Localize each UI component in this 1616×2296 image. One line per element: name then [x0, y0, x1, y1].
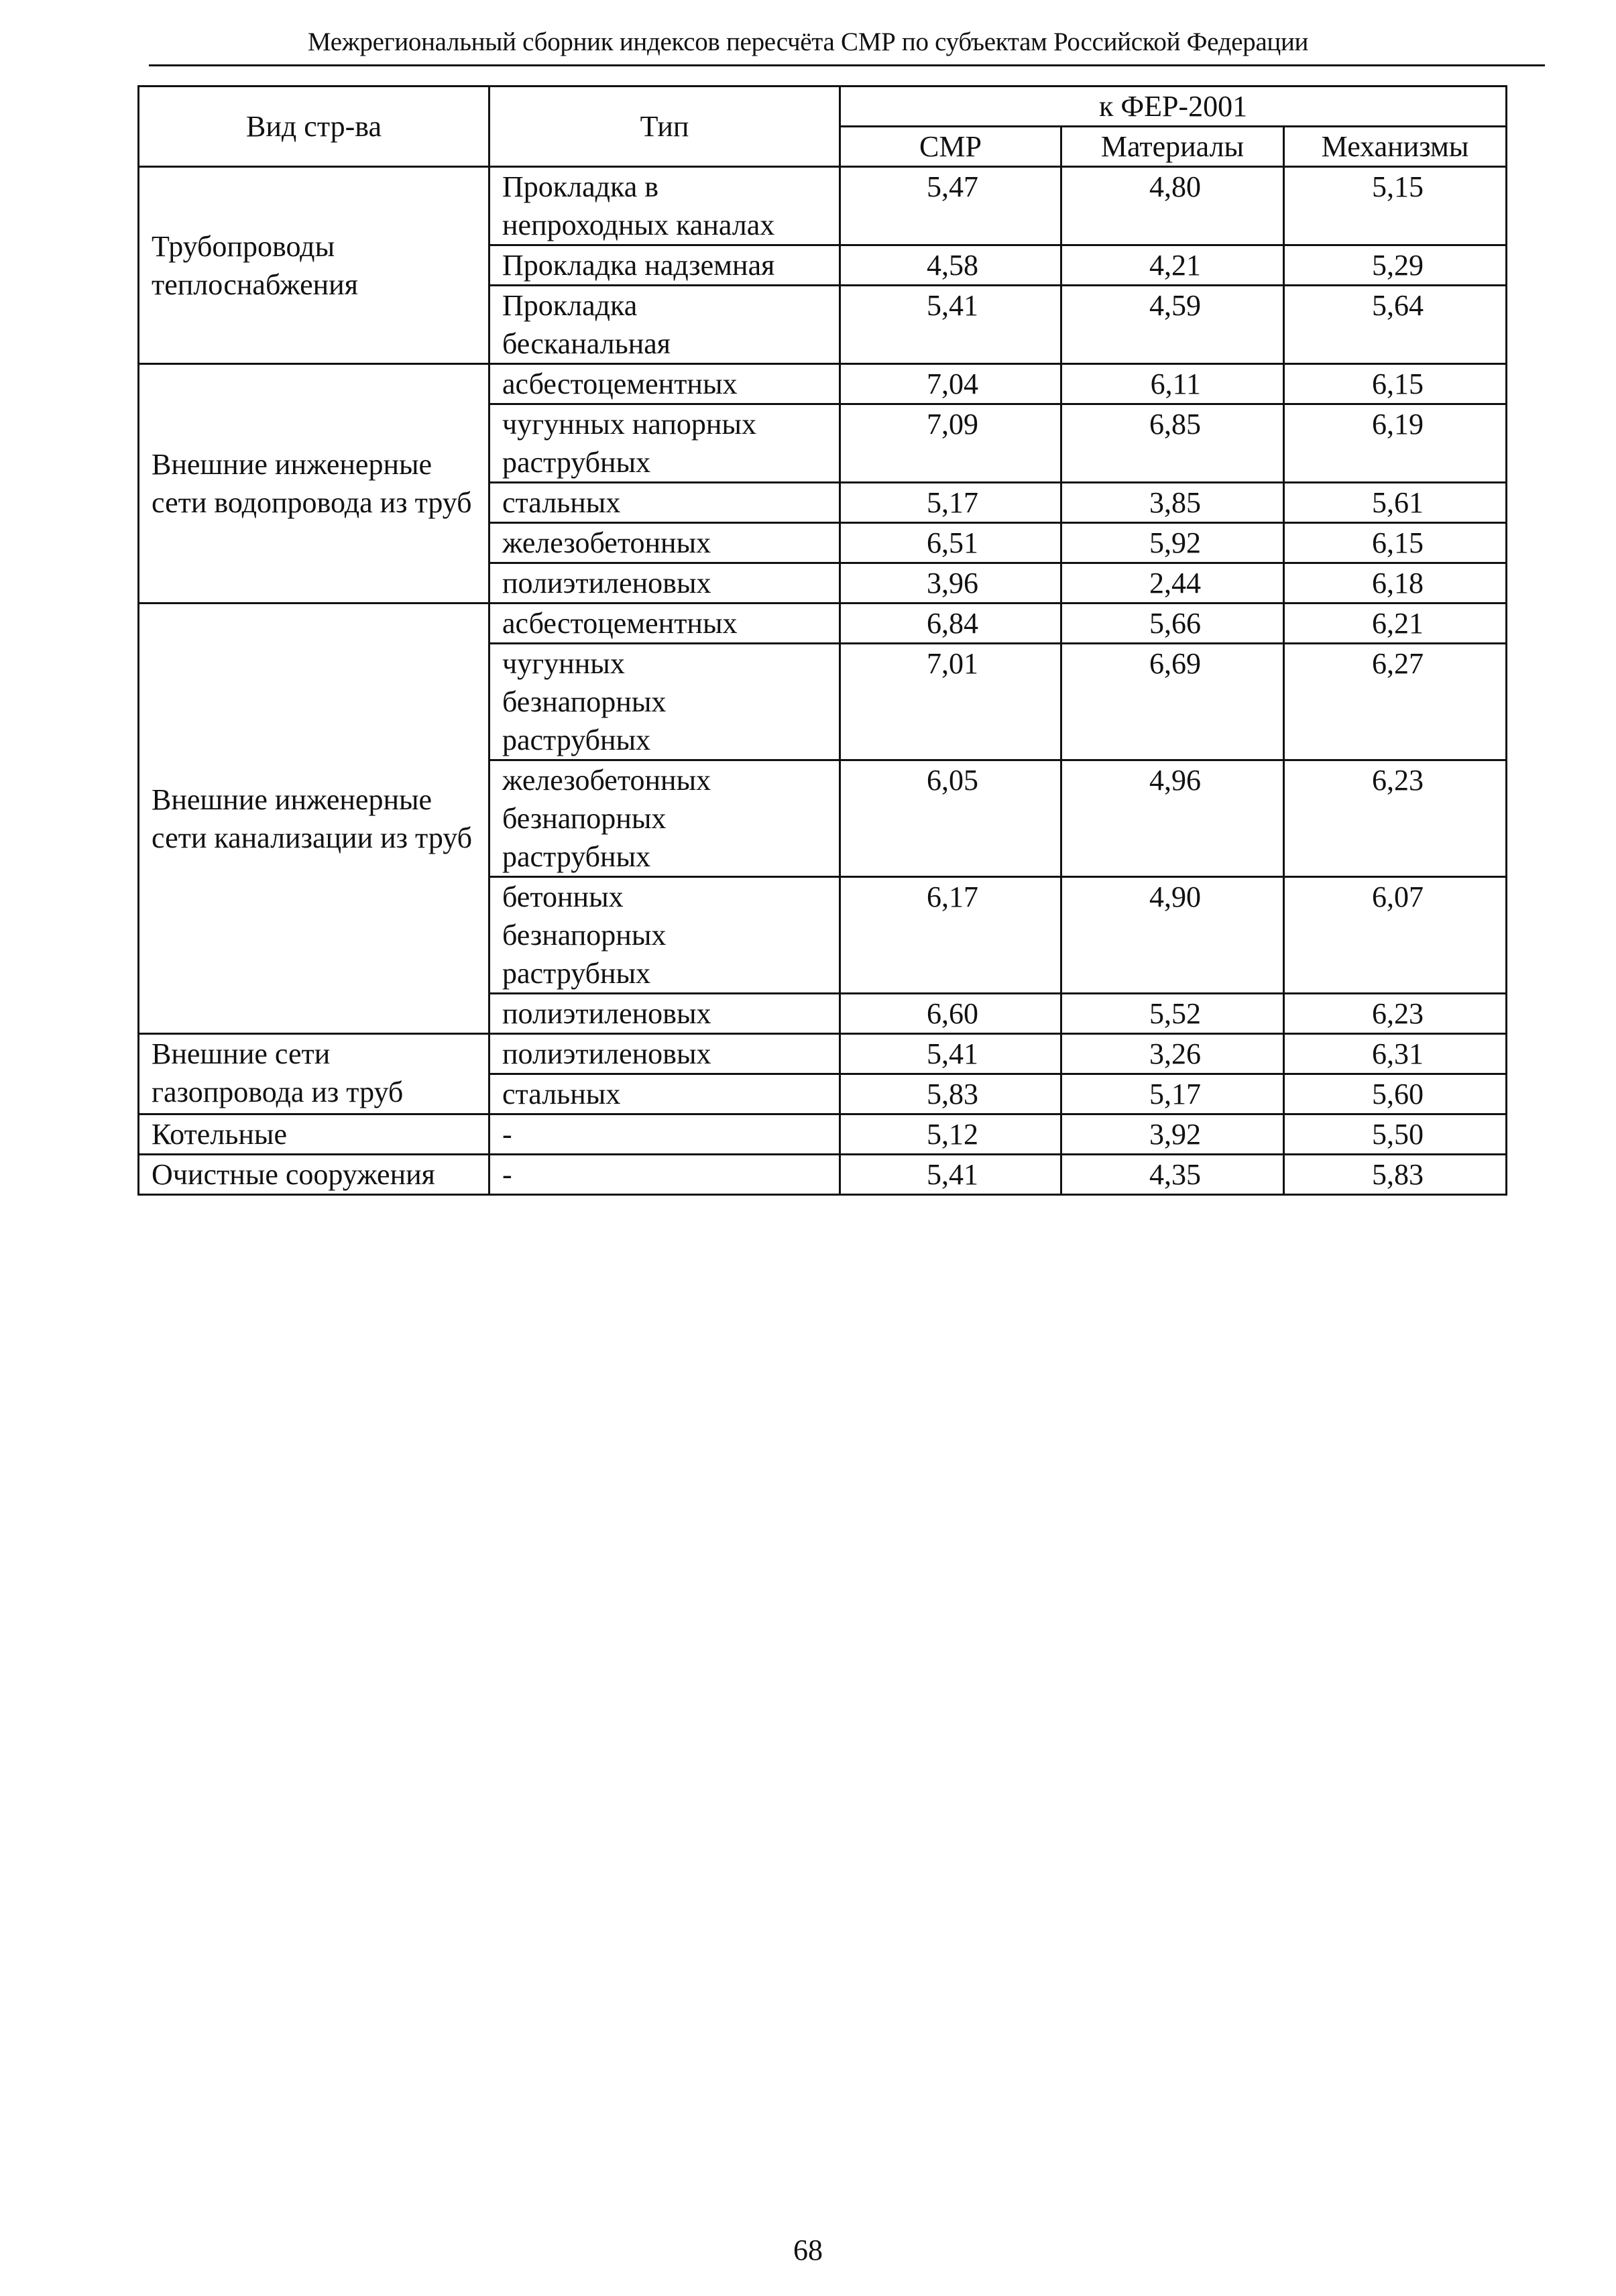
table-row [139, 167, 1507, 245]
category-cell: Котельные [139, 1114, 489, 1155]
mechanisms-cell: 6,23 [1284, 994, 1507, 1034]
materials-cell: 5,52 [1061, 994, 1284, 1034]
smr-cell: 5,47 [840, 167, 1061, 245]
mechanisms-cell: 6,15 [1284, 523, 1507, 563]
mechanisms-cell: 5,50 [1284, 1114, 1507, 1155]
smr-cell: 6,60 [840, 994, 1061, 1034]
type-cell: полиэтиленовых [489, 563, 840, 604]
mechanisms-cell: 5,15 [1284, 167, 1507, 245]
smr-cell: 5,83 [840, 1074, 1061, 1114]
materials-cell: 4,59 [1061, 286, 1284, 364]
materials-cell: 6,85 [1061, 404, 1284, 483]
materials-cell: 4,21 [1061, 245, 1284, 286]
table-row [139, 604, 1507, 644]
smr-cell: 7,09 [840, 404, 1061, 483]
table-body [139, 167, 1507, 1195]
smr-cell: 7,01 [840, 644, 1061, 760]
index-table [137, 85, 1507, 1196]
column-header-type: Тип [489, 87, 840, 167]
smr-cell: 5,41 [840, 1155, 1061, 1195]
type-cell: асбестоцементных [489, 604, 840, 644]
smr-cell: 5,41 [840, 286, 1061, 364]
materials-cell: 4,90 [1061, 877, 1284, 994]
mechanisms-cell: 6,07 [1284, 877, 1507, 994]
mechanisms-cell: 5,60 [1284, 1074, 1507, 1114]
type-cell: чугунных напорных раструбных [489, 404, 840, 483]
mechanisms-cell: 5,64 [1284, 286, 1507, 364]
type-cell: полиэтиленовых [489, 994, 840, 1034]
column-header-group: к ФЕР-2001 [840, 87, 1507, 127]
mechanisms-cell: 5,83 [1284, 1155, 1507, 1195]
smr-cell: 3,96 [840, 563, 1061, 604]
mechanisms-cell: 6,18 [1284, 563, 1507, 604]
category-cell: Трубопроводы теплоснабжения [139, 167, 489, 364]
materials-cell: 4,35 [1061, 1155, 1284, 1195]
table-header [139, 87, 1507, 167]
mechanisms-cell: 6,23 [1284, 760, 1507, 877]
category-cell: Внешние инженерные сети водопровода из труб [139, 364, 489, 604]
type-cell: Прокладка бесканальная [489, 286, 840, 364]
mechanisms-cell: 5,29 [1284, 245, 1507, 286]
smr-cell: 6,17 [840, 877, 1061, 994]
type-cell: Прокладка надземная [489, 245, 840, 286]
materials-cell: 5,17 [1061, 1074, 1284, 1114]
category-cell: Внешние сети газопровода из труб [139, 1034, 489, 1114]
category-cell: Внешние инженерные сети канализации из труб [139, 604, 489, 1034]
materials-cell: 4,96 [1061, 760, 1284, 877]
type-cell: полиэтиленовых [489, 1034, 840, 1074]
column-header-mechanisms: Механизмы [1284, 127, 1507, 167]
materials-cell: 5,92 [1061, 523, 1284, 563]
materials-cell: 3,85 [1061, 483, 1284, 523]
materials-cell: 3,26 [1061, 1034, 1284, 1074]
smr-cell: 6,84 [840, 604, 1061, 644]
table-row [139, 364, 1507, 404]
page-number: 68 [793, 2234, 823, 2266]
column-header-kind: Вид стр-ва [139, 87, 489, 167]
materials-cell: 2,44 [1061, 563, 1284, 604]
materials-cell: 6,69 [1061, 644, 1284, 760]
smr-cell: 5,41 [840, 1034, 1061, 1074]
mechanisms-cell: 6,27 [1284, 644, 1507, 760]
materials-cell: 3,92 [1061, 1114, 1284, 1155]
mechanisms-cell: 5,61 [1284, 483, 1507, 523]
smr-cell: 4,58 [840, 245, 1061, 286]
smr-cell: 5,17 [840, 483, 1061, 523]
materials-cell: 5,66 [1061, 604, 1284, 644]
mechanisms-cell: 6,31 [1284, 1034, 1507, 1074]
table-row [139, 1155, 1507, 1195]
mechanisms-cell: 6,21 [1284, 604, 1507, 644]
type-cell: - [489, 1114, 840, 1155]
materials-cell: 4,80 [1061, 167, 1284, 245]
smr-cell: 7,04 [840, 364, 1061, 404]
mechanisms-cell: 6,19 [1284, 404, 1507, 483]
type-cell: стальных [489, 1074, 840, 1114]
type-cell: стальных [489, 483, 840, 523]
column-header-materials: Материалы [1061, 127, 1284, 167]
smr-cell: 5,12 [840, 1114, 1061, 1155]
type-cell: асбестоцементных [489, 364, 840, 404]
table-row [139, 1114, 1507, 1155]
category-cell: Очистные сооружения [139, 1155, 489, 1195]
mechanisms-cell: 6,15 [1284, 364, 1507, 404]
type-cell: железобетонных [489, 523, 840, 563]
smr-cell: 6,51 [840, 523, 1061, 563]
smr-cell: 6,05 [840, 760, 1061, 877]
type-cell: бетонных безнапорных раструбных [489, 877, 840, 994]
type-cell: - [489, 1155, 840, 1195]
table-row [139, 1034, 1507, 1074]
column-header-smr: СМР [840, 127, 1061, 167]
header-divider [149, 64, 1545, 66]
type-cell: Прокладка в непроходных каналах [489, 167, 840, 245]
page-header-title: Межрегиональный сборник индексов пересчёта СМР по субъектам Российской Федерации [307, 27, 1309, 56]
type-cell: чугунных безнапорных раструбных [489, 644, 840, 760]
materials-cell: 6,11 [1061, 364, 1284, 404]
type-cell: железобетонных безнапорных раструбных [489, 760, 840, 877]
